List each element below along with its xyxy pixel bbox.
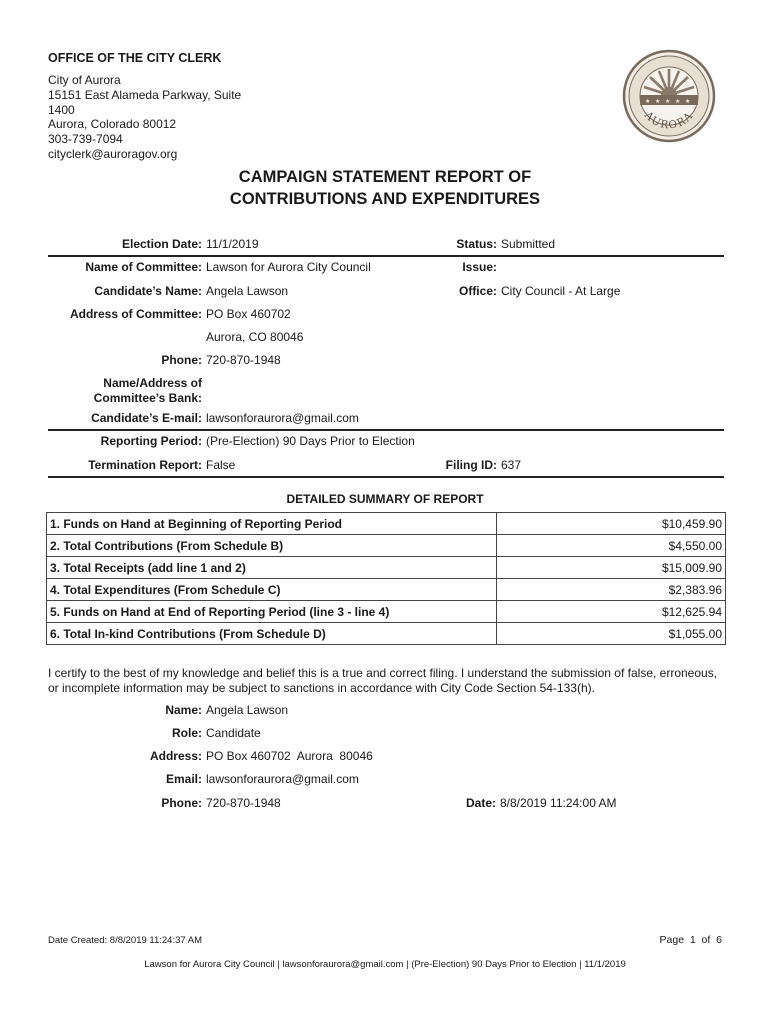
summary-table xyxy=(46,512,726,645)
candidate-email-value[interactable]: lawsonforaurora@gmail.com xyxy=(206,411,359,425)
summary-title: DETAILED SUMMARY OF REPORT xyxy=(286,492,484,506)
summary-description: 3. Total Receipts (add line 1 and 2) xyxy=(47,557,497,579)
office-value: City Council - At Large xyxy=(501,284,621,298)
seal-text: AURORA xyxy=(641,109,697,132)
address-line: Aurora, Colorado 80012 xyxy=(48,117,177,132)
svg-text:★: ★ xyxy=(685,98,691,105)
report-title-line: CAMPAIGN STATEMENT REPORT OF xyxy=(238,168,532,186)
termination-report-label: Termination Report: xyxy=(88,458,202,472)
report-title-line: CONTRIBUTIONS AND EXPENDITURES xyxy=(229,190,541,208)
candidate-name-value: Angela Lawson xyxy=(206,284,289,298)
summary-description: 5. Funds on Hand at End of Reporting Period (line 3 - line 4) xyxy=(47,601,497,623)
certification-statement: I certify to the best of my knowledge and belief this is a true and correct filing. I understand the submission of false, erroneous, or incomplete information may be subject to sanctions in accordance with City Code Section 54-133(h). xyxy=(48,666,718,695)
summary-amount: $15,009.90 xyxy=(497,557,726,579)
filing-id-value: 637 xyxy=(501,458,522,472)
address-line: 1400 xyxy=(48,102,75,117)
svg-text:★: ★ xyxy=(675,98,681,105)
city-seal-logo xyxy=(622,49,716,143)
signer-role-value: Candidate xyxy=(206,726,261,740)
page-number: Page 1 of 6 xyxy=(659,934,722,946)
candidate-email-label: Candidate’s E-mail: xyxy=(91,411,202,425)
committee-address-label: Address of Committee: xyxy=(69,307,202,321)
section-divider xyxy=(48,255,724,257)
status-value: Submitted xyxy=(501,237,556,251)
date-created: Date Created: 8/8/2019 11:24:37 AM xyxy=(48,935,203,946)
office-title: OFFICE OF THE CITY CLERK xyxy=(48,51,222,65)
signature-date-value: 8/8/2019 11:24:00 AM xyxy=(500,796,617,810)
signer-address-value: PO Box 460702 Aurora 80046 xyxy=(206,749,373,763)
bank-label xyxy=(94,376,202,405)
filing-id-label: Filing ID: xyxy=(445,458,497,472)
phone-label: Phone: xyxy=(161,353,202,367)
office-address xyxy=(48,73,278,162)
signer-email-value[interactable]: lawsonforaurora@gmail.com xyxy=(206,772,359,786)
table-row xyxy=(47,513,726,535)
section-divider xyxy=(48,429,724,431)
reporting-period-value: (Pre-Election) 90 Days Prior to Election xyxy=(206,434,415,448)
signature-date-label: Date: xyxy=(465,796,496,810)
address-line: 303-739-7094 xyxy=(48,132,123,147)
candidate-name-label: Candidate’s Name: xyxy=(94,284,202,298)
summary-description: 1. Funds on Hand at Beginning of Reporting Period xyxy=(47,513,497,535)
table-row xyxy=(47,557,726,579)
signer-address-label: Address: xyxy=(149,749,202,763)
signer-role-label: Role: xyxy=(172,726,202,740)
signer-phone-label: Phone: xyxy=(161,796,202,810)
summary-description: 6. Total In-kind Contributions (From Schedule D) xyxy=(47,623,497,645)
issue-label: Issue: xyxy=(462,260,497,274)
address-line: 15151 East Alameda Parkway, Suite xyxy=(48,87,242,102)
committee-address-line: Aurora, CO 80046 xyxy=(206,330,304,344)
reporting-period-label: Reporting Period: xyxy=(100,434,202,448)
signer-name-value: Angela Lawson xyxy=(206,703,289,717)
bank-label-line: Name/Address of xyxy=(103,376,202,390)
summary-description: 2. Total Contributions (From Schedule B) xyxy=(47,535,497,557)
signer-email-label: Email: xyxy=(165,772,202,786)
committee-name-value: Lawson for Aurora City Council xyxy=(206,260,371,274)
phone-value: 720-870-1948 xyxy=(206,353,281,367)
summary-amount: $1,055.00 xyxy=(497,623,726,645)
svg-text:★: ★ xyxy=(645,98,651,105)
election-date-value: 11/1/2019 xyxy=(206,237,259,251)
summary-description: 4. Total Expenditures (From Schedule C) xyxy=(47,579,497,601)
table-row xyxy=(47,623,726,645)
summary-amount: $12,625.94 xyxy=(497,601,726,623)
report-title xyxy=(0,166,770,210)
summary-amount: $4,550.00 xyxy=(497,535,726,557)
committee-name-label: Name of Committee: xyxy=(85,260,202,274)
footer-summary-line: Lawson for Aurora City Council | lawsonforaurora@gmail.com | (Pre-Election) 90 Days Prior to Election | 11/1/2019 xyxy=(144,959,626,970)
committee-address-line: PO Box 460702 xyxy=(206,307,291,321)
svg-text:★: ★ xyxy=(655,98,661,105)
signer-name-label: Name: xyxy=(165,703,202,717)
election-date-label: Election Date: xyxy=(121,237,202,251)
office-email-link[interactable]: cityclerk@auroragov.org xyxy=(48,146,178,161)
status-label: Status: xyxy=(456,237,497,251)
svg-text:★: ★ xyxy=(665,98,671,105)
table-row xyxy=(47,579,726,601)
section-divider xyxy=(48,476,724,478)
summary-amount: $2,383.96 xyxy=(497,579,726,601)
table-row xyxy=(47,535,726,557)
signer-phone-value: 720-870-1948 xyxy=(206,796,281,810)
bank-label-line: Committee’s Bank: xyxy=(93,390,202,405)
termination-report-value: False xyxy=(206,458,236,472)
address-line: City of Aurora xyxy=(48,73,121,87)
summary-amount: $10,459.90 xyxy=(497,513,726,535)
office-label: Office: xyxy=(458,284,497,298)
table-row xyxy=(47,601,726,623)
